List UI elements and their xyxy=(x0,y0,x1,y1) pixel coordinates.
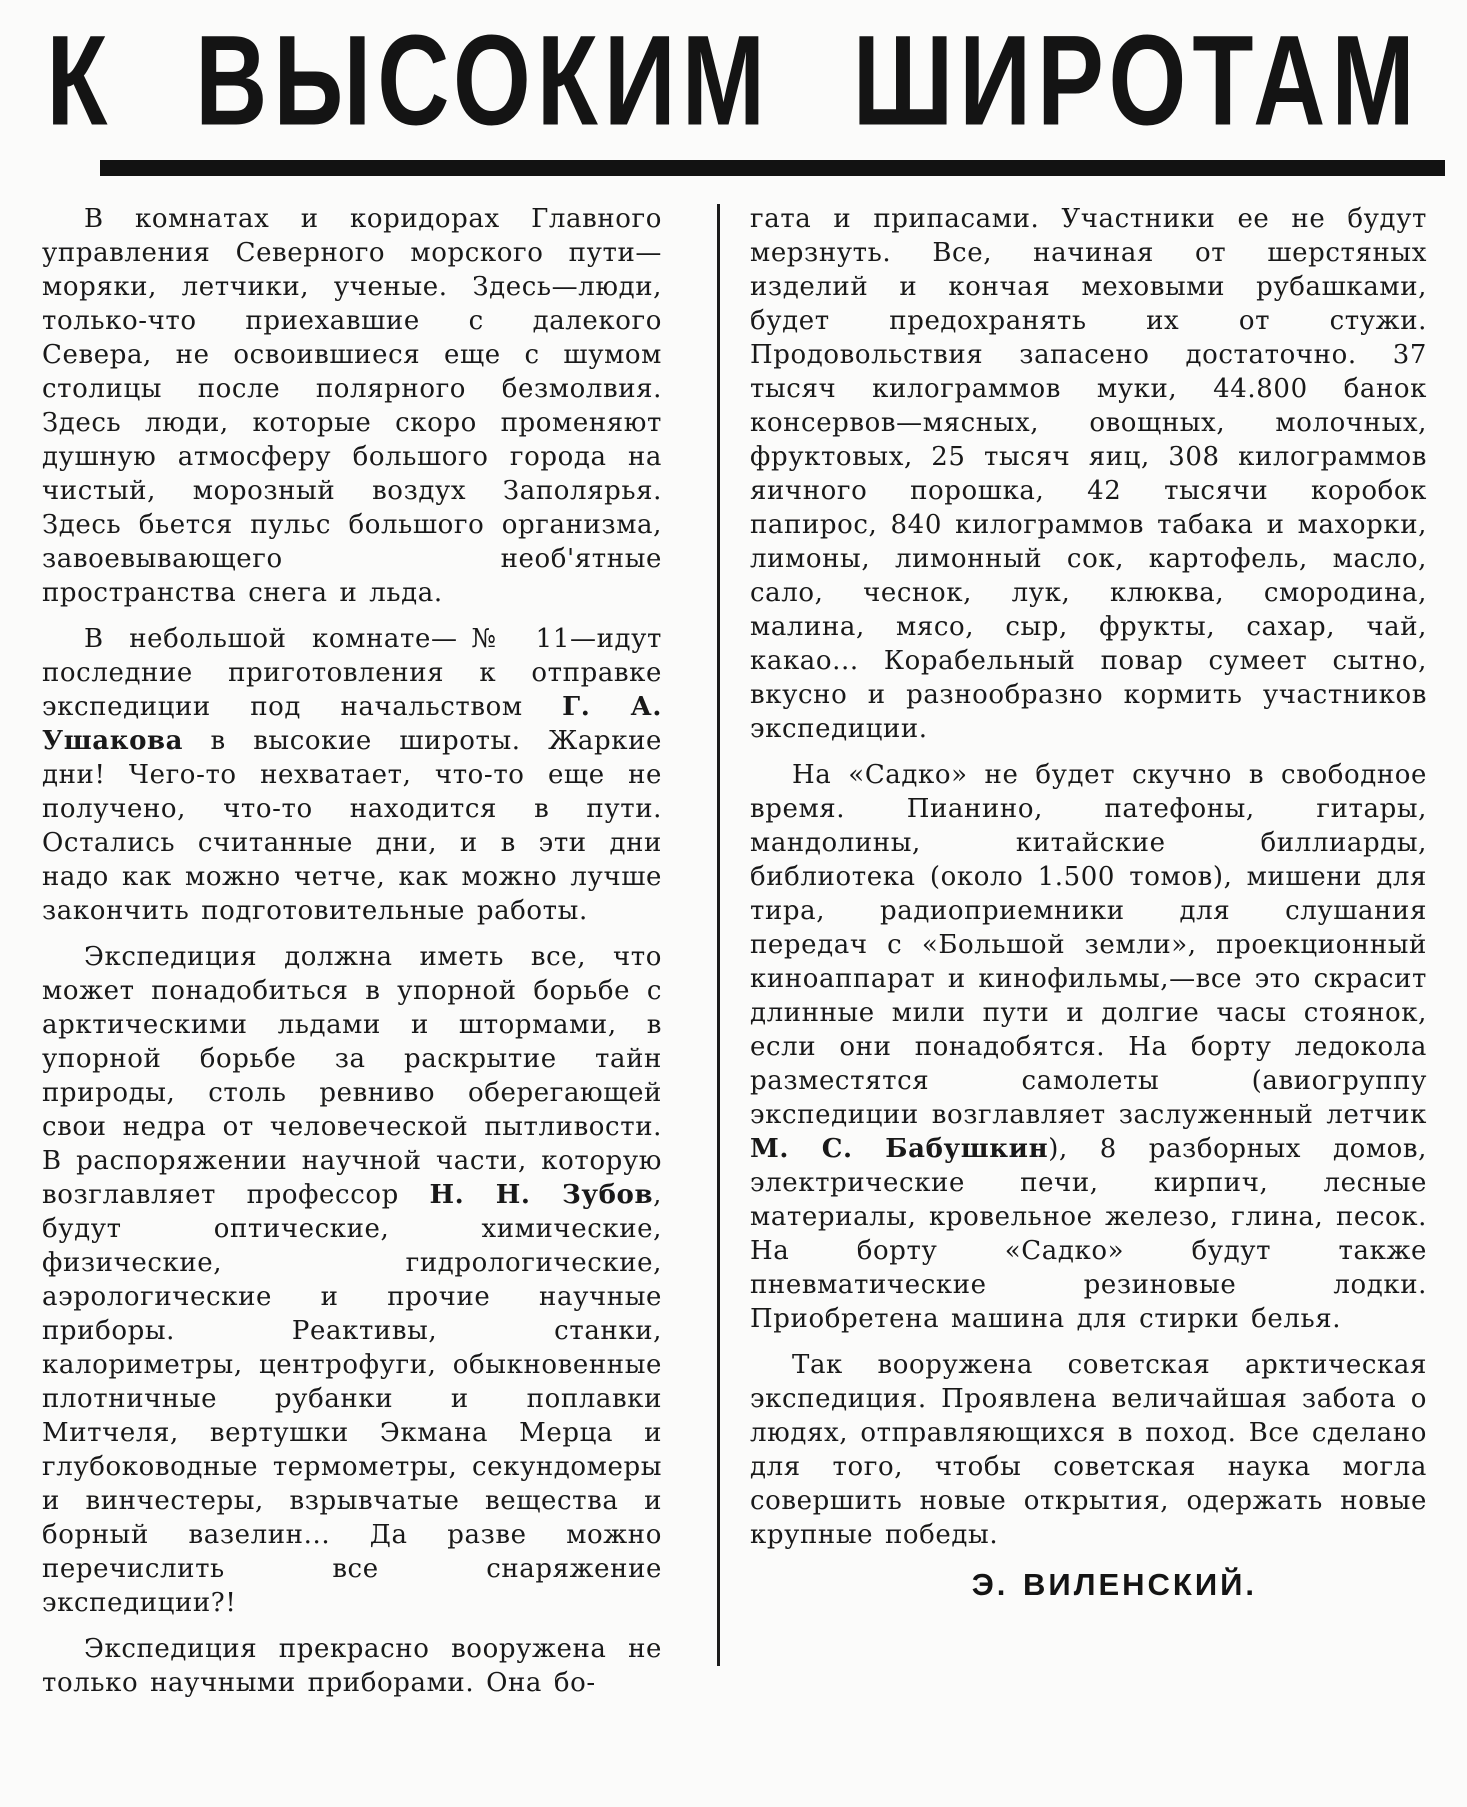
body-text: ), 8 разборных домов, электрические печи, кирпич, лесные материалы, кровельное железо, глина, песок. На борту «Садко» будут также пневматические резиновые лодки. Приобретена машина для стирки белья. xyxy=(750,1134,1427,1334)
paragraph xyxy=(42,1632,662,1700)
paragraph xyxy=(42,622,662,928)
emphasized-text: М. С. Бабушкин xyxy=(750,1134,1049,1164)
article-body xyxy=(0,176,1467,1712)
body-text: В небольшой комнате—№ 11—идут последние приготовления к отправке экспедиции под начальством xyxy=(42,624,662,722)
column-left xyxy=(42,202,662,1712)
body-text: гата и припасами. Участники ее не будут мерзнуть. Все, начиная от шерстяных изделий и кончая меховыми рубашками, будет предохранять их от стужи. Продовольствия запасено достаточно. 37 тысяч килограммов муки, 44.800 банок консервов—мясных, овощных, молочных, фруктовых, 25 тысяч яиц, 308 килограммов яичного порошка, 42 тысячи коробок папирос, 840 килограммов табака и махорки, лимоны, лимонный сок, картофель, масло, сало, чеснок, лук, клюква, смородина, малина, мясо, сыр, фрукты, сахар, чай, какао... Корабельный повар сумеет сытно, вкусно и разнообразно кормить участников экспедиции. xyxy=(750,204,1427,744)
paragraph xyxy=(750,202,1427,746)
paragraph xyxy=(42,940,662,1620)
body-text: , будут оптические, химические, физические, гидрологические, аэрологические и прочие научные приборы. Реактивы, станки, калориметры, центрофуги, обыкновенные плотничные рубанки и поплавки Митчеля, вертушки Экмана Мерца и глубоководные термометры, секундомеры и винчестеры, взрывчатые вещества и борный вазелин... Да разве можно перечислить все снаряжение экспедиции?! xyxy=(42,1180,662,1618)
headline: К ВЫСОКИМ ШИРОТАМ xyxy=(46,9,1421,153)
body-text: В комнатах и коридорах Главного управления Северного морского пути—моряки, летчики, ученые. Здесь—люди, только-что приехавшие с далекого Севера, не освоившиеся еще с шумом столицы после полярного безмолвия. Здесь люди, которые скоро променяют душную атмосферу большого города на чистый, морозный воздух Заполярья. Здесь бьется пульс большого организма, завоевывающего необ'ятные пространства снега и льда. xyxy=(42,204,662,608)
paragraph xyxy=(42,202,662,610)
emphasized-text: Г. А. Ушакова xyxy=(42,692,662,756)
body-text: Экспедиция прекрасно вооружена не только научными приборами. Она бо- xyxy=(42,1634,662,1698)
body-text: Так вооружена советская арктическая экспедиция. Проявлена величайшая забота о людях, отправляющихся в поход. Все сделано для того, чтобы советская наука могла совершить новые открытия, одержать новые крупные победы. xyxy=(750,1350,1427,1550)
newspaper-page xyxy=(0,9,1467,1807)
column-right-text xyxy=(750,202,1427,1552)
author-signature: Э. ВИЛЕНСКИЙ. xyxy=(971,1567,1257,1602)
paragraph xyxy=(750,1348,1427,1552)
body-text: в высокие широты. Жаркие дни! Чего-то нехватает, что-то еще не получено, что-то находится в пути. Остались считанные дни, и в эти дни надо как можно четче, как можно лучше закончить подготовительные работы. xyxy=(42,726,662,926)
emphasized-text: Н. Н. Зубов xyxy=(429,1180,654,1210)
body-text: Экспедиция должна иметь все, что может понадобиться в упорной борьбе с арктическими льдами и штормами, в упорной борьбе за раскрытие тайн природы, столь ревниво оберегающей свои недра от человеческой пытливости. В распоряжении научной части, которую возглавляет профессор xyxy=(42,942,662,1210)
paragraph xyxy=(750,758,1427,1336)
column-right xyxy=(750,202,1427,1712)
body-text: На «Садко» не будет скучно в свободное время. Пианино, патефоны, гитары, мандолины, китайские биллиарды, библиотека (около 1.500 томов), мишени для тира, радиоприемники для слушания передач с «Большой земли», проекционный киноаппарат и кинофильмы,—все это скрасит длинные мили пути и долгие часы стоянок, если они понадобятся. На борту ледокола разместятся самолеты (авиогруппу экспедиции возглавляет заслуженный летчик xyxy=(750,760,1427,1130)
column-divider xyxy=(717,204,720,1666)
headline-rule xyxy=(100,160,1445,176)
